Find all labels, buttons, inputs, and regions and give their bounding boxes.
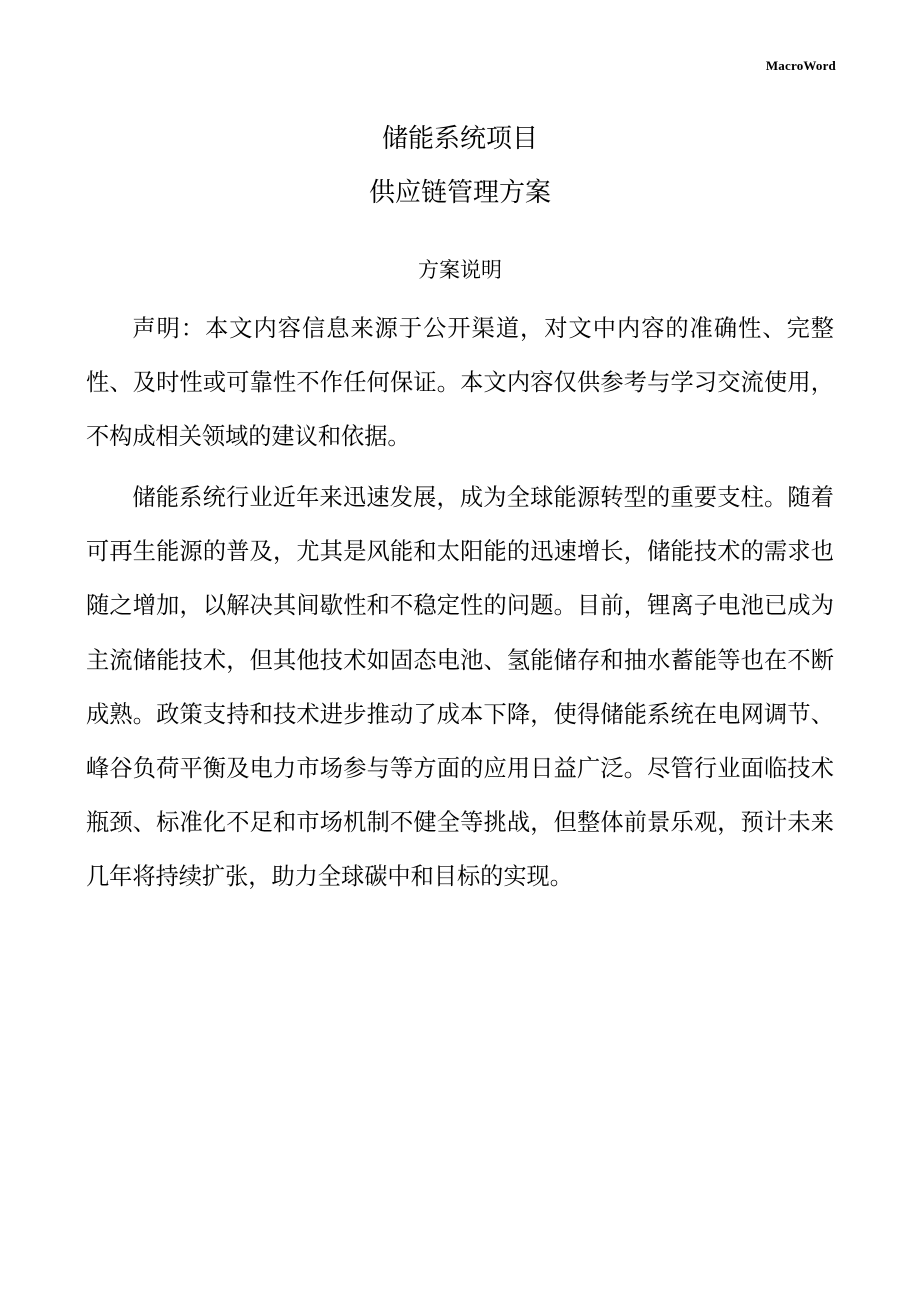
document-title-line-1: 储能系统项目	[381, 124, 538, 154]
header-brand: MacroWord	[765, 58, 836, 73]
document-title-line-2: 供应链管理方案	[368, 178, 551, 208]
section-title: 方案说明	[418, 258, 502, 282]
disclaimer-paragraph: 声明：本文内容信息来源于公开渠道，对文中内容的准确性、完整性、及时性或可靠性不作任何保证。本文内容仅供参考与学习交流使用，不构成相关领域的建议和依据。	[86, 315, 834, 451]
body-paragraph: 储能系统行业近年来迅速发展，成为全球能源转型的重要支柱。随着可再生能源的普及，尤其是风能和太阳能的迅速增长，储能技术的需求也随之增加，以解决其间歇性和不稳定性的问题。目前，锂离子电池已成为主流储能技术，但其他技术如固态电池、氢能储存和抽水蓄能等也在不断成熟。政策支持和技术进步推动了成本下降，使得储能系统在电网调节、峰谷负荷平衡及电力市场参与等方面的应用日益广泛。尽管行业面临技术瓶颈、标准化不足和市场机制不健全等挑战，但整体前景乐观，预计未来几年将持续扩张，助力全球碳中和目标的实现。	[86, 484, 834, 891]
